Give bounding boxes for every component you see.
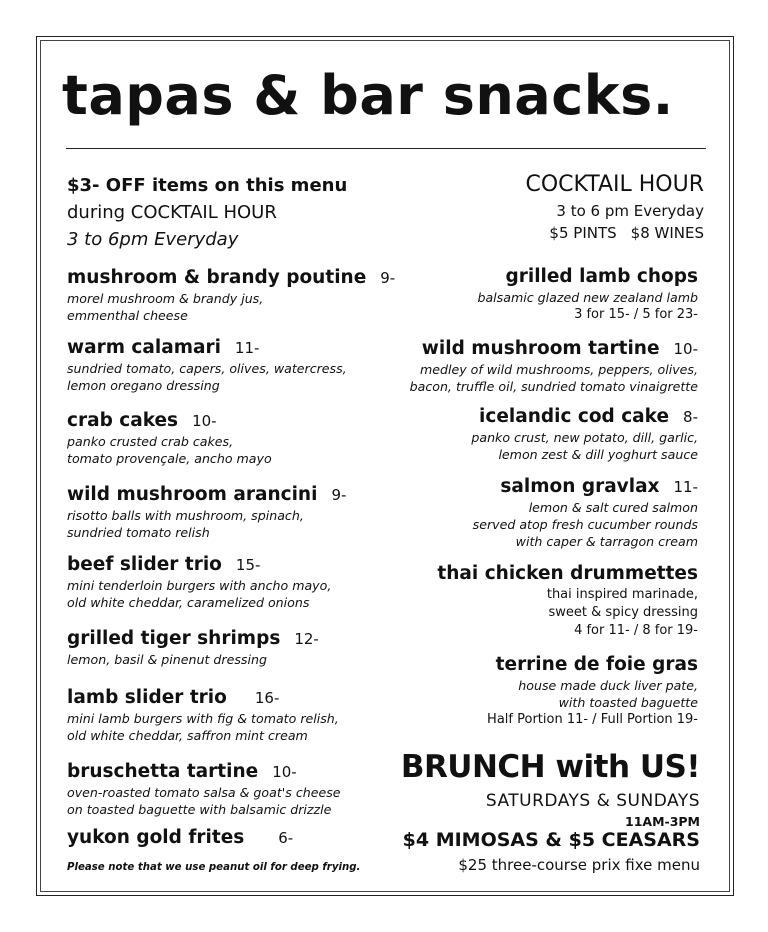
item-desc: old white cheddar, saffron mint cream [67,728,308,743]
item-name: terrine de foie gras [495,654,698,675]
item-price: 8- [683,408,698,426]
brunch-days: SATURDAYS & SUNDAYS [485,791,700,811]
item-desc: bacon, truffle oil, sundried tomato vinaigrette [409,379,698,394]
menu-item [410,337,698,395]
item-price: 10- [272,763,297,781]
menu-item [473,475,698,550]
menu-item [477,265,698,324]
cocktail-hour-deals [525,222,704,244]
item-price: 9- [331,486,347,504]
item-name: grilled tiger shrimps [67,628,281,649]
promo-line-2: during COCKTAIL HOUR [67,202,277,223]
promo-line-1: $3- OFF items on this menu [67,175,348,196]
item-name: bruschetta tartine [67,761,259,782]
item-desc: lemon, basil & pinenut dressing [67,652,267,667]
item-name: beef slider trio [67,554,222,575]
item-portions: 3 for 15- / 5 for 23- [574,307,698,322]
item-name: crab cakes [67,410,179,431]
item-desc: risotto balls with mushroom, spinach, [67,508,304,523]
menu-title: tapas & bar snacks. [62,64,674,127]
menu-item [67,627,319,668]
cocktail-hour-heading: COCKTAIL HOUR [525,172,704,197]
item-desc: mini lamb burgers with fig & tomato relish, [67,711,339,726]
item-name: grilled lamb chops [505,266,698,287]
menu-item [67,266,395,324]
peanut-oil-note: Please note that we use peanut oil for deep frying. [67,862,361,873]
item-desc: morel mushroom & brandy jus, [67,291,264,306]
item-desc: sundried tomato relish [67,525,210,540]
brunch-prix-fixe: $25 three-course prix fixe menu [458,856,700,874]
cocktail-hour-hours: 3 to 6 pm Everyday [556,202,704,220]
brunch-time: 11AM-3PM [625,814,700,829]
item-portions: Half Portion 11- / Full Portion 19- [487,712,698,727]
item-desc: emmenthal cheese [67,308,188,323]
cocktail-hour-pints: $5 PINTS [549,224,617,242]
item-name: thai chicken drummettes [437,563,698,584]
item-desc: mini tenderloin burgers with ancho mayo, [67,578,332,593]
item-name: wild mushroom tartine [421,338,660,359]
menu-item [471,405,698,463]
item-desc: tomato provençale, ancho mayo [67,451,272,466]
item-desc: with toasted baguette [558,695,698,710]
item-name: lamb slider trio [67,687,227,708]
menu-item [67,553,331,611]
brunch-title: BRUNCH with US! [400,749,700,785]
menu-item [437,562,698,640]
item-price: 11- [673,478,698,496]
menu-item [487,653,698,729]
item-name: wild mushroom arancini [67,484,318,505]
item-price: 9- [380,269,396,287]
brunch-deal: $4 MIMOSAS & $5 CEASARS [402,829,700,851]
item-name: mushroom & brandy poutine [67,267,367,288]
item-name: icelandic cod cake [479,406,670,427]
item-name: warm calamari [67,337,221,358]
item-portions: 4 for 11- / 8 for 19- [574,623,698,638]
menu-item [67,336,347,394]
item-desc: thai inspired marinade, [546,587,698,602]
item-price: 10- [192,412,217,430]
menu-item [67,409,272,467]
item-desc: balsamic glazed new zealand lamb [477,290,698,305]
title-divider [66,148,706,149]
item-desc: on toasted baguette with balsamic drizzle [67,802,332,817]
item-desc: house made duck liver pate, [518,678,698,693]
item-price: 15- [235,556,261,574]
item-desc: with caper & tarragon cream [515,534,698,549]
item-name: salmon gravlax [500,476,660,497]
item-desc: sweet & spicy dressing [548,605,698,620]
menu-item [67,760,341,818]
item-desc: panko crusted crab cakes, [67,434,234,449]
cocktail-hour-wines: $8 WINES [630,224,704,242]
item-desc: lemon & salt cured salmon [528,500,698,515]
cocktail-hour-block [525,170,704,244]
promo-line-3: 3 to 6pm Everyday [67,229,239,250]
item-desc: oven-roasted tomato salsa & goat's cheese [67,785,341,800]
item-price: 10- [673,340,698,358]
item-name: yukon gold frites [67,827,245,848]
item-desc: sundried tomato, capers, olives, watercress, [67,361,347,376]
menu-item [67,483,346,541]
item-price: 11- [234,339,260,357]
item-desc: lemon zest & dill yoghurt sauce [498,447,698,462]
item-desc: served atop fresh cucumber rounds [472,517,698,532]
item-desc: panko crust, new potato, dill, garlic, [471,430,698,445]
item-price: 12- [294,630,319,648]
item-desc: medley of wild mushrooms, peppers, olives, [419,362,698,377]
menu-item [67,686,339,744]
menu-item [67,826,293,850]
promo-block [67,172,347,253]
item-desc: old white cheddar, caramelized onions [67,595,310,610]
item-desc: lemon oregano dressing [67,378,220,393]
item-price: 16- [254,689,280,707]
item-price: 6- [278,829,294,847]
